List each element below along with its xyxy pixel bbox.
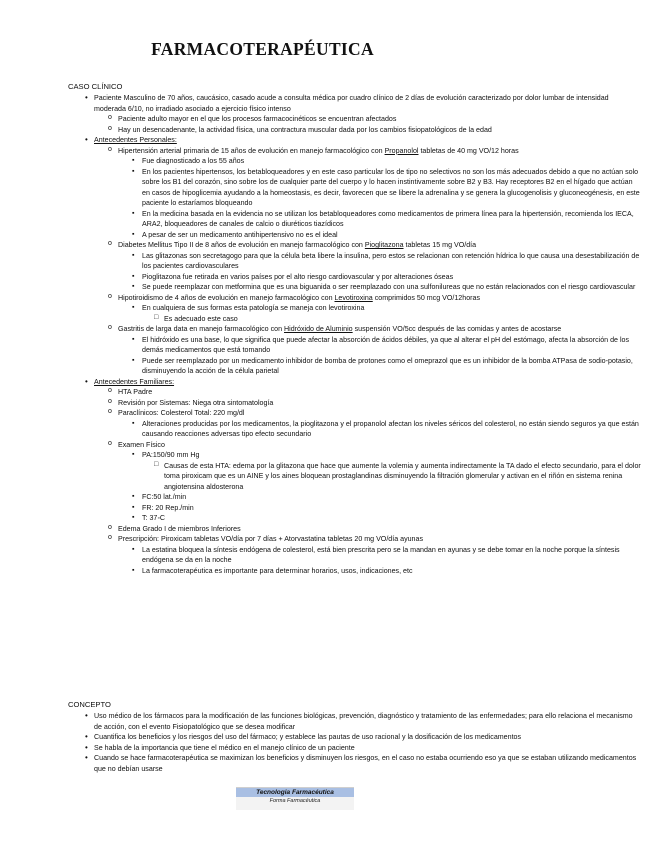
document-title: FARMACOTERAPÉUTICA — [151, 39, 374, 59]
list-item: • Se habla de la importancia que tiene el médico en el manejo clínico de un paciente — [94, 743, 642, 754]
paciente-text: • Paciente Masculino de 70 años, caucásico, casado acude a consulta médica por cuadro clínico de 2 días de evolución caracterizado por dolor lumbar de intensidad moderada 6/10, no irradiado asociado a ejercicio físico intenso — [94, 94, 609, 113]
list-item: o Hay un desencadenante, la actividad física, una contractura muscular dada por los cambios fisiopatológicos de la edad — [118, 125, 642, 136]
list-item: ▪ En los pacientes hipertensos, los betabloqueadores y en este caso particular los de tipo no selectivos no son los más adecuados debido a que no actúan solo sobre los B1 del corazón, sino sobre los de cualquier parte del cuerpo y lo hacen instintivamente sobre B2 y B3. Hay receptores B2 en el hígado que actúan en casos de hipoglicemia ayudando a la homeostasis, es decir, favorecen que se libere la adrenalina y se genera la glucogenolisis y gluconeogénesis, en este paciente lo estaríamos bloqueando — [142, 167, 642, 209]
list-item: o Examen Físico ▪ PA:150/90 mm Hg □ Causas de esta HTA: edema por la glitazona que hace que aumente la volemia y aumenta indirectamente la TA dado el efecto secundario, para el dolor toma piroxicam que es un AINE y los aines bloquean prostaglandinas disminuyendo la filtración glomerular y activan en el riñón en sistema renina angiotensina aldosterona ▪ FC:50 lat./min ▪ FR: 20 Rep./min ▪ T: 37◦C — [118, 440, 642, 524]
list-item: o Hipertensión arterial primaria de 15 años de evolución en manejo farmacológico con Propanolol tabletas de 40 mg VO/12 horas ▪ Fue diagnosticado a los 55 años ▪ En los pacientes hipertensos, los betabloqueadores y en este caso particular los de tipo no selectivos no son los más adecuados debido a que no actúan solo sobre los B1 del corazón, sino sobre los de cualquier parte del cuerpo y lo hacen instintivamente sobre B2 y B3. Hay receptores B2 en el hígado que actúan en casos de hipoglicemia ayudando a la homeostasis, es decir, favorecen que se libere la adrenalina y se genera la glucogenolisis y gluconeogénesis, en este paciente lo estaríamos bloqueando ▪ En la medicina basada en la evidencia no se utilizan los betabloqueadores como medicamentos de primera línea para la hipertensión, recomienda los IECA, ARA2, bloqueadores de canales de calcio o diuréticos tiazídicos ▪ A pesar de ser un medicamento antihipertensivo no es el ideal — [118, 146, 642, 241]
list-item: o Prescripción: Piroxicam tabletas VO/día por 7 días + Atorvastatina tabletas 20 mg VO/día ayunas ▪ La estatina bloquea la síntesis endógena de colesterol, está bien prescrita pero se la mandan en ayunas y se debe tomar en la noche porque la síntesis endógena se da en la noche ▪ La farmacoterapéutica es importante para determinar horarios, usos, indicaciones, etc — [118, 534, 642, 576]
list-item: ▪ El hidróxido es una base, lo que significa que puede afectar la absorción de ácidos débiles, ya que al alterar el pH del estómago, afecta la absorción de los demás medicamentos que está tomando — [142, 335, 642, 356]
list-item: ▪ T: 37◦C — [142, 513, 642, 524]
list-item: ▪ Puede ser reemplazado por un medicamento inhibidor de bomba de protones como el omeprazol que es un inhibidor de la bomba ATPasa de sodio-potasio, disminuyendo la acción de la célula parietal — [142, 356, 642, 377]
list-item: ▪ A pesar de ser un medicamento antihipertensivo no es el ideal — [142, 230, 642, 241]
list-item: • Cuando se hace farmacoterapéutica se maximizan los beneficios y disminuyen los riesgos, en el caso no estaba ocurriendo eso ya que se estaban utilizando medicamentos que no debían usarse — [94, 753, 642, 774]
list-item: o Diabetes Mellitus Tipo II de 8 años de evolución en manejo farmacológico con Pioglitazona tabletas 15 mg VO/día ▪ Las glitazonas son secretagogo para que la célula beta libere la insulina, pero estos se relacionan con retención hídrica lo que causa una desestabilización de los pacientes cardiovasculares ▪ Pioglitazona fue retirada en varios países por el alto riesgo cardiovascular y por alteraciones óseas ▪ Se puede reemplazar con metformina que es una biguanida o ser reemplazado con una sulfonilureas que no están relacionados con el riesgo cardiovascular — [118, 240, 642, 293]
list-item: ▪ Alteraciones producidas por los medicamentos, la pioglitazona y el propanolol afectan los niveles séricos del colesterol, no están siendo seguros ya que están causando reacciones adversas tipo efecto secundario — [142, 419, 642, 440]
antecedentes-personales-label: • Antecedentes Personales: — [94, 136, 177, 144]
list-item: □ Causas de esta HTA: edema por la glitazona que hace que aumente la volemia y aumenta indirectamente la TA dado el efecto secundario, para el dolor toma piroxicam que es un AINE y los aines bloquean prostaglandinas disminuyendo la filtración glomerular y activan en el riñón en sistema renina angiotensina aldosterona — [164, 461, 642, 493]
section-heading-concepto: CONCEPTO — [68, 700, 111, 709]
antecedentes-familiares-label: • Antecedentes Familiares: — [94, 377, 175, 386]
list-item: o HTA Padre — [118, 387, 642, 398]
list-item: • Uso médico de los fármacos para la modificación de las funciones biológicas, prevención, diagnóstico y tratamiento de las enfermedades; para ello relaciona el mecanismo de acción, con el evento Fisiopatológico que se desea modificar — [94, 711, 642, 732]
list-item — [94, 377, 642, 577]
list-item: ▪ Se puede reemplazar con metformina que es una biguanida o ser reemplazado con una sulfonilureas que no están relacionados con el riesgo cardiovascular — [142, 282, 642, 293]
caso-clinico-list — [94, 93, 642, 576]
list-item: ▪ En la medicina basada en la evidencia no se utilizan los betabloqueadores como medicamentos de primera línea para la hipertensión, recomienda los IECA, ARA2, bloqueadores de canales de calcio o diuréticos tiazídicos — [142, 209, 642, 230]
image-subtitle: Forma Farmacéutica — [269, 798, 321, 804]
list-item: o Edema Grado I de miembros Inferiores — [118, 524, 642, 535]
tecnologia-farmaceutica-image — [236, 787, 354, 810]
list-item: □ Es adecuado este caso — [164, 314, 642, 325]
drug-hidroxido-aluminio: Hidróxido de Aluminio — [284, 325, 353, 333]
list-item: o Paciente adulto mayor en el que los procesos farmacocinéticos se encuentran afectados — [118, 114, 642, 125]
list-item: ▪ FR: 20 Rep./min — [142, 503, 642, 514]
list-item: ▪ La farmacoterapéutica es importante para determinar horarios, usos, indicaciones, etc — [142, 566, 642, 577]
list-item: o Revisión por Sistemas: Niega otra sintomatología — [118, 398, 642, 409]
list-item: o Hipotiroidismo de 4 años de evolución en manejo farmacológico con Levotiroxina comprimidos 50 mcg VO/12horas ▪ En cualquiera de sus formas esta patología se maneja con levotiroxina □ Es adecuado este caso — [118, 293, 642, 325]
list-item — [94, 135, 642, 377]
list-item: ▪ La estatina bloquea la síntesis endógena de colesterol, está bien prescrita pero se la mandan en ayunas y se debe tomar en la noche porque la síntesis endógena se da en la noche — [142, 545, 642, 566]
section-heading-caso-clinico: CASO CLÍNICO — [68, 82, 123, 91]
list-item — [94, 93, 642, 135]
drug-pioglitazona: Pioglitazona — [364, 241, 404, 249]
drug-propanolol: Propanolol — [384, 146, 419, 155]
list-item: ▪ Pioglitazona fue retirada en varios países por el alto riesgo cardiovascular y por alteraciones óseas — [142, 272, 642, 283]
list-item: • Cuantifica los beneficios y los riesgos del uso del fármaco; y establece las pautas de uso racional y la dosificación de los medicamentos — [94, 732, 642, 743]
list-item: ▪ En cualquiera de sus formas esta patología se maneja con levotiroxina □ Es adecuado este caso — [142, 303, 642, 324]
list-item: o Gastritis de larga data en manejo farmacológico con Hidróxido de Aluminio suspensión VO/5cc después de las comidas y antes de acostarse ▪ El hidróxido es una base, lo que significa que puede afectar la absorción de ácidos débiles, ya que al alterar el pH del estómago, afecta la absorción de los demás medicamentos que está tomando ▪ Puede ser reemplazado por un medicamento inhibidor de bomba de protones como el omeprazol que es un inhibidor de la bomba ATPasa de sodio-potasio, disminuyendo la acción de la célula parietal — [118, 324, 642, 377]
image-heading: Tecnologia Farmacéutica — [236, 788, 354, 797]
list-item: ▪ Las glitazonas son secretagogo para que la célula beta libere la insulina, pero estos se relacionan con retención hídrica lo que causa una desestabilización de los pacientes cardiovasculares — [142, 251, 642, 272]
list-item: ▪ PA:150/90 mm Hg □ Causas de esta HTA: edema por la glitazona que hace que aumente la volemia y aumenta indirectamente la TA dado el efecto secundario, para el dolor toma piroxicam que es un AINE y los aines bloquean prostaglandinas disminuyendo la filtración glomerular y activan en el riñón en sistema renina angiotensina aldosterona — [142, 450, 642, 492]
concepto-list — [94, 711, 642, 774]
list-item: ▪ FC:50 lat./min — [142, 492, 642, 503]
list-item: ▪ Fue diagnosticado a los 55 años — [142, 156, 642, 167]
list-item: o Paraclínicos: Colesterol Total: 220 mg/dl ▪ Alteraciones producidas por los medicamentos, la pioglitazona y el propanolol afectan los niveles séricos del colesterol, no están siendo seguros ya que están causando reacciones adversas tipo efecto secundario — [118, 408, 642, 440]
drug-levotiroxina: Levotiroxina — [334, 293, 373, 302]
